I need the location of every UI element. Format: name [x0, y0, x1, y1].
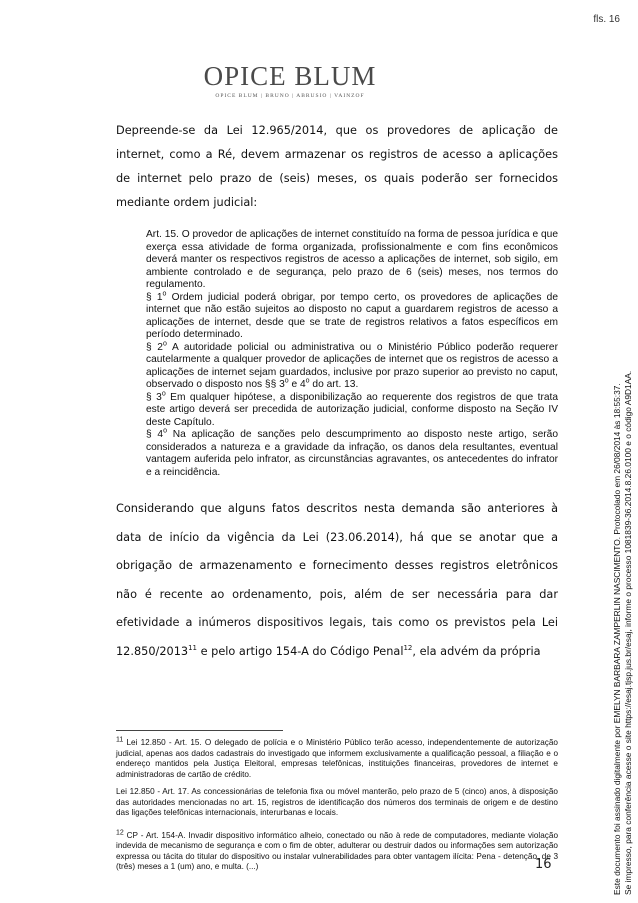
signature-stamp-line-1: Este documento foi assinado digitalmente por EMELYN BARBARA ZAMPERLIN NASCIMENTO. Protocolado em 26/08/2014 às 18:55:37.	[612, 383, 622, 895]
paragraph-1: Depreende-se da Lei 12.965/2014, que os provedores de aplicação de internet, como a Ré, devem armazenar os registros de acesso a aplicações de internet pelo prazo de (seis) meses, os quais poderão ser fornecidos mediante ordem judicial:	[116, 124, 558, 209]
quote-paragraph-1: § 1$^o$ Ordem judicial poderá obrigar, por tempo certo, os provedores de aplicações de internet que não estão sujeitos ao disposto no caput a guardarem registros de acesso a aplicações de internet, desde que se trate de registros relativos a fatos específicos em período determinado.	[146, 290, 558, 340]
footnote-ref-11: 11	[188, 643, 198, 652]
footnote-ref-12: 12	[403, 643, 413, 652]
quote-paragraph-2: § 2$^o$ A autoridade policial ou administrativa ou o Ministério Público poderão requerer cautelarmente a qualquer provedor de aplicações de internet que os registros de acesso a aplicações de internet sejam guardados, inclusive por prazo superior ao previsto no caput, observado o disposto nos §§ 3$^o$ e 4$^o$ do art. 13.	[146, 340, 558, 390]
paragraph-2: Considerando que alguns fatos descritos nesta demanda são anteriores à data de início da vigência da Lei (23.06.2014), há que se anotar que a obrigação de armazenamento e fornecimento desses registros eletrônicos não é recente ao ordenamento, pois, além de ser necessária para dar efetividade a inúmeros dispositivos legais, tais como os previstos pela Lei 12.850/2013$^{11}$ e pelo artigo 154-A do Código Penal$^{12}$, ela advém da própria	[116, 502, 558, 658]
quote-paragraph-4: § 4$^o$ Na aplicação de sanções pelo descumprimento ao disposto neste artigo, serão considerados a natureza e a gravidade da infração, os danos dela resultantes, eventual vantagem auferida pelo infrator, as circunstâncias agravantes, os antecedentes do infrator e a reincidência.	[146, 427, 558, 478]
page-number: 16	[535, 857, 552, 872]
firm-logo	[0, 62, 580, 99]
signature-stamp	[612, 370, 633, 896]
footnote-11: $^{11}$ Lei 12.850 - Art. 15. O delegado de polícia e o Ministério Público terão acesso, independentemente de autorização judicial, apenas aos dados cadastrais do investigado que informem exclusivamente a qualificação pessoal, a filiação e o endereço mantidos pela Justiça Eleitoral, empresas telefônicas, instituições financeiras, provedores de internet e administradoras de cartão de crédito.	[116, 736, 558, 779]
logo-partners: OPICE BLUM | BRUNO | ABRUSIO | VAINZOF	[215, 93, 365, 99]
law-quote	[146, 229, 558, 479]
signature-stamp-line-2: Se impresso, para conferência acesse o site https://esaj.tjsp.jus.br/esaj, informe o processo 1081839-36.2014.8.26.0100 e o código A9D1AA.	[623, 370, 633, 895]
footnote-11-art-17: Lei 12.850 - Art. 17. As concessionárias de telefonia fixa ou móvel manterão, pelo prazo de 5 (cinco) anos, à disposição das autoridades mencionadas no art. 15, registros de identificação dos números dos terminais de origem e de destino das ligações telefônicas internacionais, interurbanas e locais.	[116, 787, 558, 817]
main-content	[116, 119, 558, 666]
page-label: fls. 16	[593, 14, 620, 25]
footnote-12: $^{12}$ CP - Art. 154-A. Invadir dispositivo informático alheio, conectado ou não à rede de computadores, mediante violação indevida de mecanismo de segurança e com o fim de obter, adulterar ou destruir dados ou informações sem autorização expressa ou tácita do titular do dispositivo ou instalar vulnerabilidades para obter vantagem ilícita: Pena - detenção, de 3 (três) meses a 1 (um) ano, e multa. (...)	[116, 828, 558, 871]
footnote-divider	[116, 730, 283, 731]
logo-name: OPICE BLUM	[203, 61, 377, 91]
quote-paragraph-3: § 3$^o$ Em qualquer hipótese, a disponibilização ao requerente dos registros de que trata este artigo deverá ser precedida de autorização judicial, conforme disposto na Seção IV deste Capítulo.	[146, 390, 558, 428]
footnotes	[116, 738, 558, 880]
quote-art-15: Art. 15. O provedor de aplicações de internet constituído na forma de pessoa jurídica e que exerça essa atividade de forma organizada, profissionalmente e com fins econômicos deverá manter os respectivos registros de acesso a aplicações de internet, sob sigilo, em ambiente controlado e de segurança, pelo prazo de 6 (seis) meses, nos termos do regulamento.	[146, 229, 558, 290]
